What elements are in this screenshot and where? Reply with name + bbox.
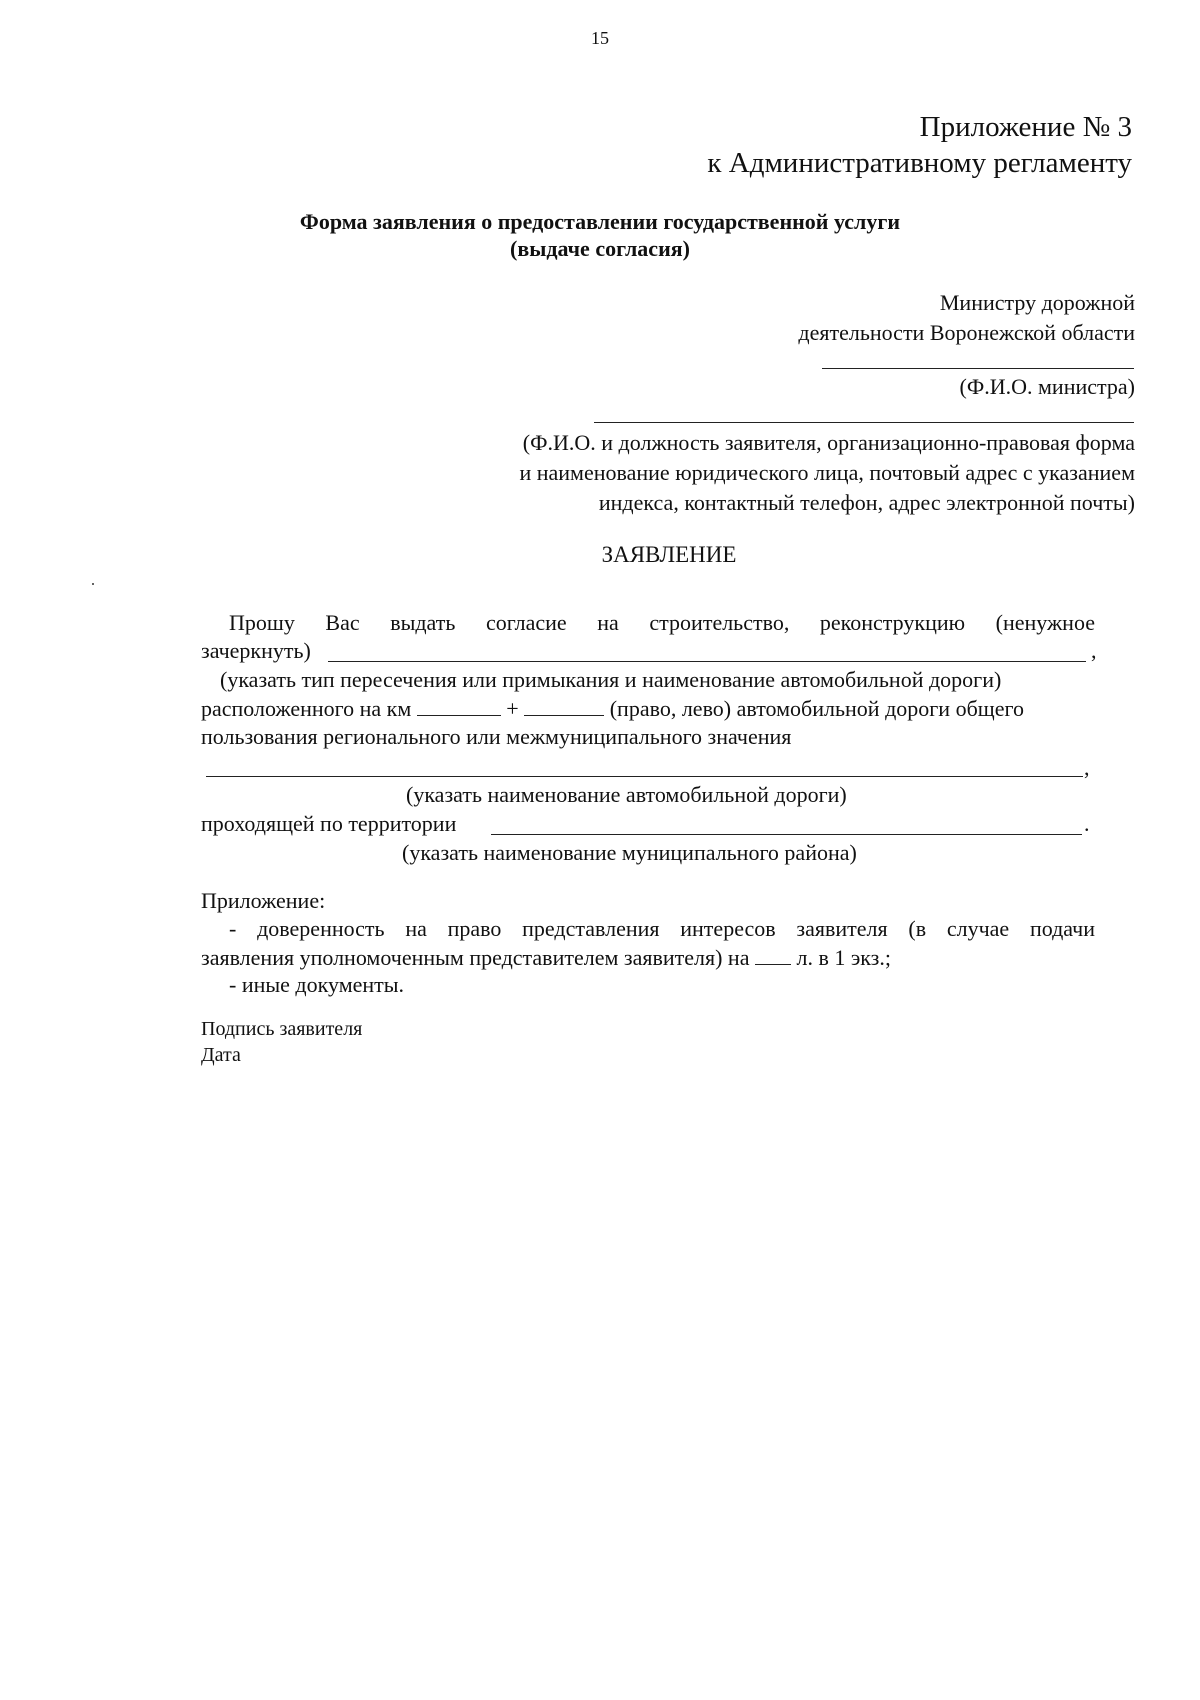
attachment-item1-suffix: л. в 1 экз.; [796,945,891,970]
form-title-line2: (выдаче согласия) [510,236,690,261]
located-prefix: расположенного на км [201,696,412,721]
territory-label: проходящей по территории [201,811,457,836]
attachments-title: Приложение: [201,888,326,913]
period: . [1084,811,1090,836]
strike-label: зачеркнуть) [201,638,311,663]
attachment-item1-prefix: заявления уполномоченным представителем заявителя) на [201,945,750,970]
located-suffix: (право, лево) автомобильной дороги общего [609,696,1024,721]
district-caption: (указать наименование муниципального района) [402,840,857,865]
request-line: Прошу Вас выдать согласие на строительство, реконструкцию (ненужное [229,610,1095,635]
statement-heading: ЗАЯВЛЕНИЕ [601,542,737,567]
applicant-caption-line1: (Ф.И.О. и должность заявителя, организационно-правовая форма [522,430,1135,455]
minister-caption: (Ф.И.О. министра) [959,374,1135,399]
date-label: Дата [201,1044,241,1066]
form-title-line1: Форма заявления о предоставлении государственной услуги [299,209,901,234]
road-name-field[interactable] [206,776,1083,777]
km-row [201,695,1024,722]
applicant-caption-line2: и наименование юридического лица, почтовый адрес с указанием [519,460,1135,485]
meters-field[interactable] [524,695,604,716]
pages-count-field[interactable] [755,944,791,965]
attachment-item1-line2 [201,944,891,971]
applicant-caption-line3: индекса, контактный телефон, адрес электронной почты) [598,490,1135,515]
comma-2: , [1084,755,1090,780]
road-caption: (указать наименование автомобильной дороги) [406,782,847,807]
appendix-header [707,110,1132,180]
page-number: 15 [591,28,609,48]
addressee-line2: деятельности Воронежской области [798,320,1135,345]
appendix-reference: к Административному регламенту [707,147,1132,179]
crossing-type-field[interactable] [328,661,1086,662]
appendix-title: Приложение № 3 [919,111,1132,143]
significance-line: пользования регионального или межмуниципального значения [201,724,792,749]
attachment-item1-line1: - доверенность на право представления интересов заявителя (в случае подачи [229,916,1095,941]
crossing-type-caption: (указать тип пересечения или примыкания и наименование автомобильной дороги) [220,667,1002,692]
applicant-details-field[interactable] [594,422,1134,423]
attachment-item2: - иные документы. [229,972,405,997]
addressee-line1: Министру дорожной [939,290,1135,315]
comma-1: , [1091,638,1097,663]
form-title [0,208,1200,262]
signature-label: Подпись заявителя [201,1018,363,1040]
minister-name-field[interactable] [822,368,1134,369]
scan-speck [92,583,94,585]
plus-sign: + [506,696,519,721]
km-field[interactable] [417,695,501,716]
district-field[interactable] [491,834,1082,835]
